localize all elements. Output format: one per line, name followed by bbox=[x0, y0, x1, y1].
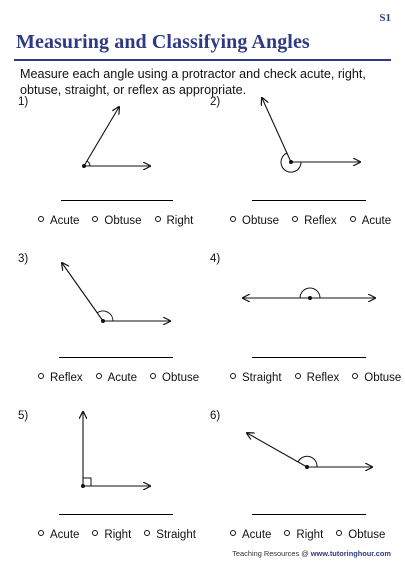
vertex-dot bbox=[308, 296, 312, 300]
worksheet-code: S1 bbox=[379, 12, 391, 24]
problem-number: 6) bbox=[210, 410, 221, 422]
footer-link[interactable]: www.tutoringhour.com bbox=[310, 549, 391, 558]
problem-number: 2) bbox=[210, 96, 221, 108]
problem-number: 1) bbox=[18, 96, 29, 108]
radio-bubble[interactable] bbox=[284, 530, 290, 536]
footer-credit bbox=[232, 549, 391, 558]
option-acute[interactable] bbox=[38, 529, 79, 541]
ray-3b bbox=[62, 263, 103, 321]
instructions: Measure each angle using a protractor and check acute, right, obtuse, straight, or reflex as appropriate. bbox=[20, 67, 366, 97]
option-label: Reflex bbox=[306, 372, 340, 384]
answer-options bbox=[230, 215, 391, 227]
footer-prefix: Teaching Resources @ bbox=[232, 549, 311, 558]
radio-bubble[interactable] bbox=[92, 530, 98, 536]
option-label: Reflex bbox=[50, 372, 83, 384]
ray-2b bbox=[262, 98, 291, 162]
option-label: Obtuse bbox=[242, 215, 280, 227]
radio-bubble[interactable] bbox=[144, 530, 150, 536]
radio-bubble[interactable] bbox=[92, 216, 98, 222]
option-obtuse[interactable] bbox=[150, 372, 199, 384]
option-acute[interactable] bbox=[230, 529, 271, 541]
option-acute[interactable] bbox=[96, 372, 137, 384]
vertex-dot bbox=[81, 484, 85, 488]
radio-bubble[interactable] bbox=[38, 216, 44, 222]
problem-number: 3) bbox=[18, 253, 29, 265]
radio-bubble[interactable] bbox=[96, 373, 102, 379]
option-label: Right bbox=[104, 529, 132, 541]
angle-2-figure bbox=[210, 96, 400, 254]
angle-5-figure bbox=[18, 410, 208, 568]
option-label: Obtuse bbox=[364, 372, 402, 384]
option-obtuse[interactable] bbox=[230, 215, 279, 227]
radio-bubble[interactable] bbox=[230, 530, 236, 536]
option-reflex[interactable] bbox=[38, 372, 83, 384]
answer-line bbox=[59, 514, 173, 515]
title-underline bbox=[14, 59, 391, 61]
radio-bubble[interactable] bbox=[292, 216, 298, 222]
option-label: Acute bbox=[242, 529, 272, 541]
option-label: Acute bbox=[107, 372, 138, 384]
problem-3 bbox=[18, 253, 208, 411]
answer-options bbox=[38, 372, 199, 384]
option-obtuse[interactable] bbox=[92, 215, 141, 227]
option-right[interactable] bbox=[155, 215, 194, 227]
option-straight[interactable] bbox=[230, 372, 282, 384]
option-label: Acute bbox=[361, 215, 392, 227]
angle-6-figure bbox=[210, 410, 400, 568]
answer-line bbox=[59, 357, 173, 358]
option-label: Obtuse bbox=[104, 215, 142, 227]
option-right[interactable] bbox=[284, 529, 323, 541]
problem-6 bbox=[210, 410, 400, 568]
answer-line bbox=[252, 514, 366, 515]
vertex-dot bbox=[82, 164, 86, 168]
option-obtuse[interactable] bbox=[352, 372, 401, 384]
answer-options bbox=[230, 372, 401, 384]
angle-4-figure bbox=[210, 253, 400, 411]
angle-arc bbox=[87, 161, 90, 166]
option-label: Acute bbox=[50, 529, 80, 541]
radio-bubble[interactable] bbox=[38, 530, 44, 536]
radio-bubble[interactable] bbox=[350, 216, 356, 222]
option-label: Straight bbox=[242, 372, 282, 384]
worksheet-title: Measuring and Classifying Angles bbox=[16, 31, 310, 53]
answer-options bbox=[230, 529, 385, 541]
option-label: Acute bbox=[50, 215, 80, 227]
problem-number: 4) bbox=[210, 253, 221, 265]
angle-1-figure bbox=[18, 96, 208, 254]
radio-bubble[interactable] bbox=[295, 373, 301, 379]
answer-line bbox=[252, 200, 366, 201]
radio-bubble[interactable] bbox=[150, 373, 156, 379]
option-right[interactable] bbox=[92, 529, 131, 541]
problem-5 bbox=[18, 410, 208, 568]
answer-options bbox=[38, 215, 193, 227]
option-acute[interactable] bbox=[350, 215, 391, 227]
problem-4 bbox=[210, 253, 400, 411]
vertex-dot bbox=[305, 465, 309, 469]
radio-bubble[interactable] bbox=[336, 530, 342, 536]
radio-bubble[interactable] bbox=[230, 373, 236, 379]
option-acute[interactable] bbox=[38, 215, 79, 227]
answer-line bbox=[252, 357, 366, 358]
option-reflex[interactable] bbox=[292, 215, 337, 227]
option-label: Obtuse bbox=[348, 529, 386, 541]
option-obtuse[interactable] bbox=[336, 529, 385, 541]
problem-2 bbox=[210, 96, 400, 254]
radio-bubble[interactable] bbox=[155, 216, 161, 222]
vertex-dot bbox=[289, 160, 293, 164]
answer-options bbox=[38, 529, 196, 541]
option-label: Straight bbox=[156, 529, 196, 541]
ray-1b bbox=[84, 107, 119, 166]
option-label: Reflex bbox=[304, 215, 337, 227]
option-straight[interactable] bbox=[144, 529, 196, 541]
option-label: Right bbox=[166, 215, 194, 227]
option-reflex[interactable] bbox=[295, 372, 340, 384]
option-label: Right bbox=[296, 529, 324, 541]
radio-bubble[interactable] bbox=[38, 373, 44, 379]
radio-bubble[interactable] bbox=[230, 216, 236, 222]
problem-number: 5) bbox=[18, 410, 29, 422]
radio-bubble[interactable] bbox=[352, 373, 358, 379]
answer-line bbox=[61, 200, 173, 201]
angle-3-figure bbox=[18, 253, 208, 411]
problem-1 bbox=[18, 96, 208, 254]
option-label: Obtuse bbox=[162, 372, 200, 384]
vertex-dot bbox=[101, 319, 105, 323]
